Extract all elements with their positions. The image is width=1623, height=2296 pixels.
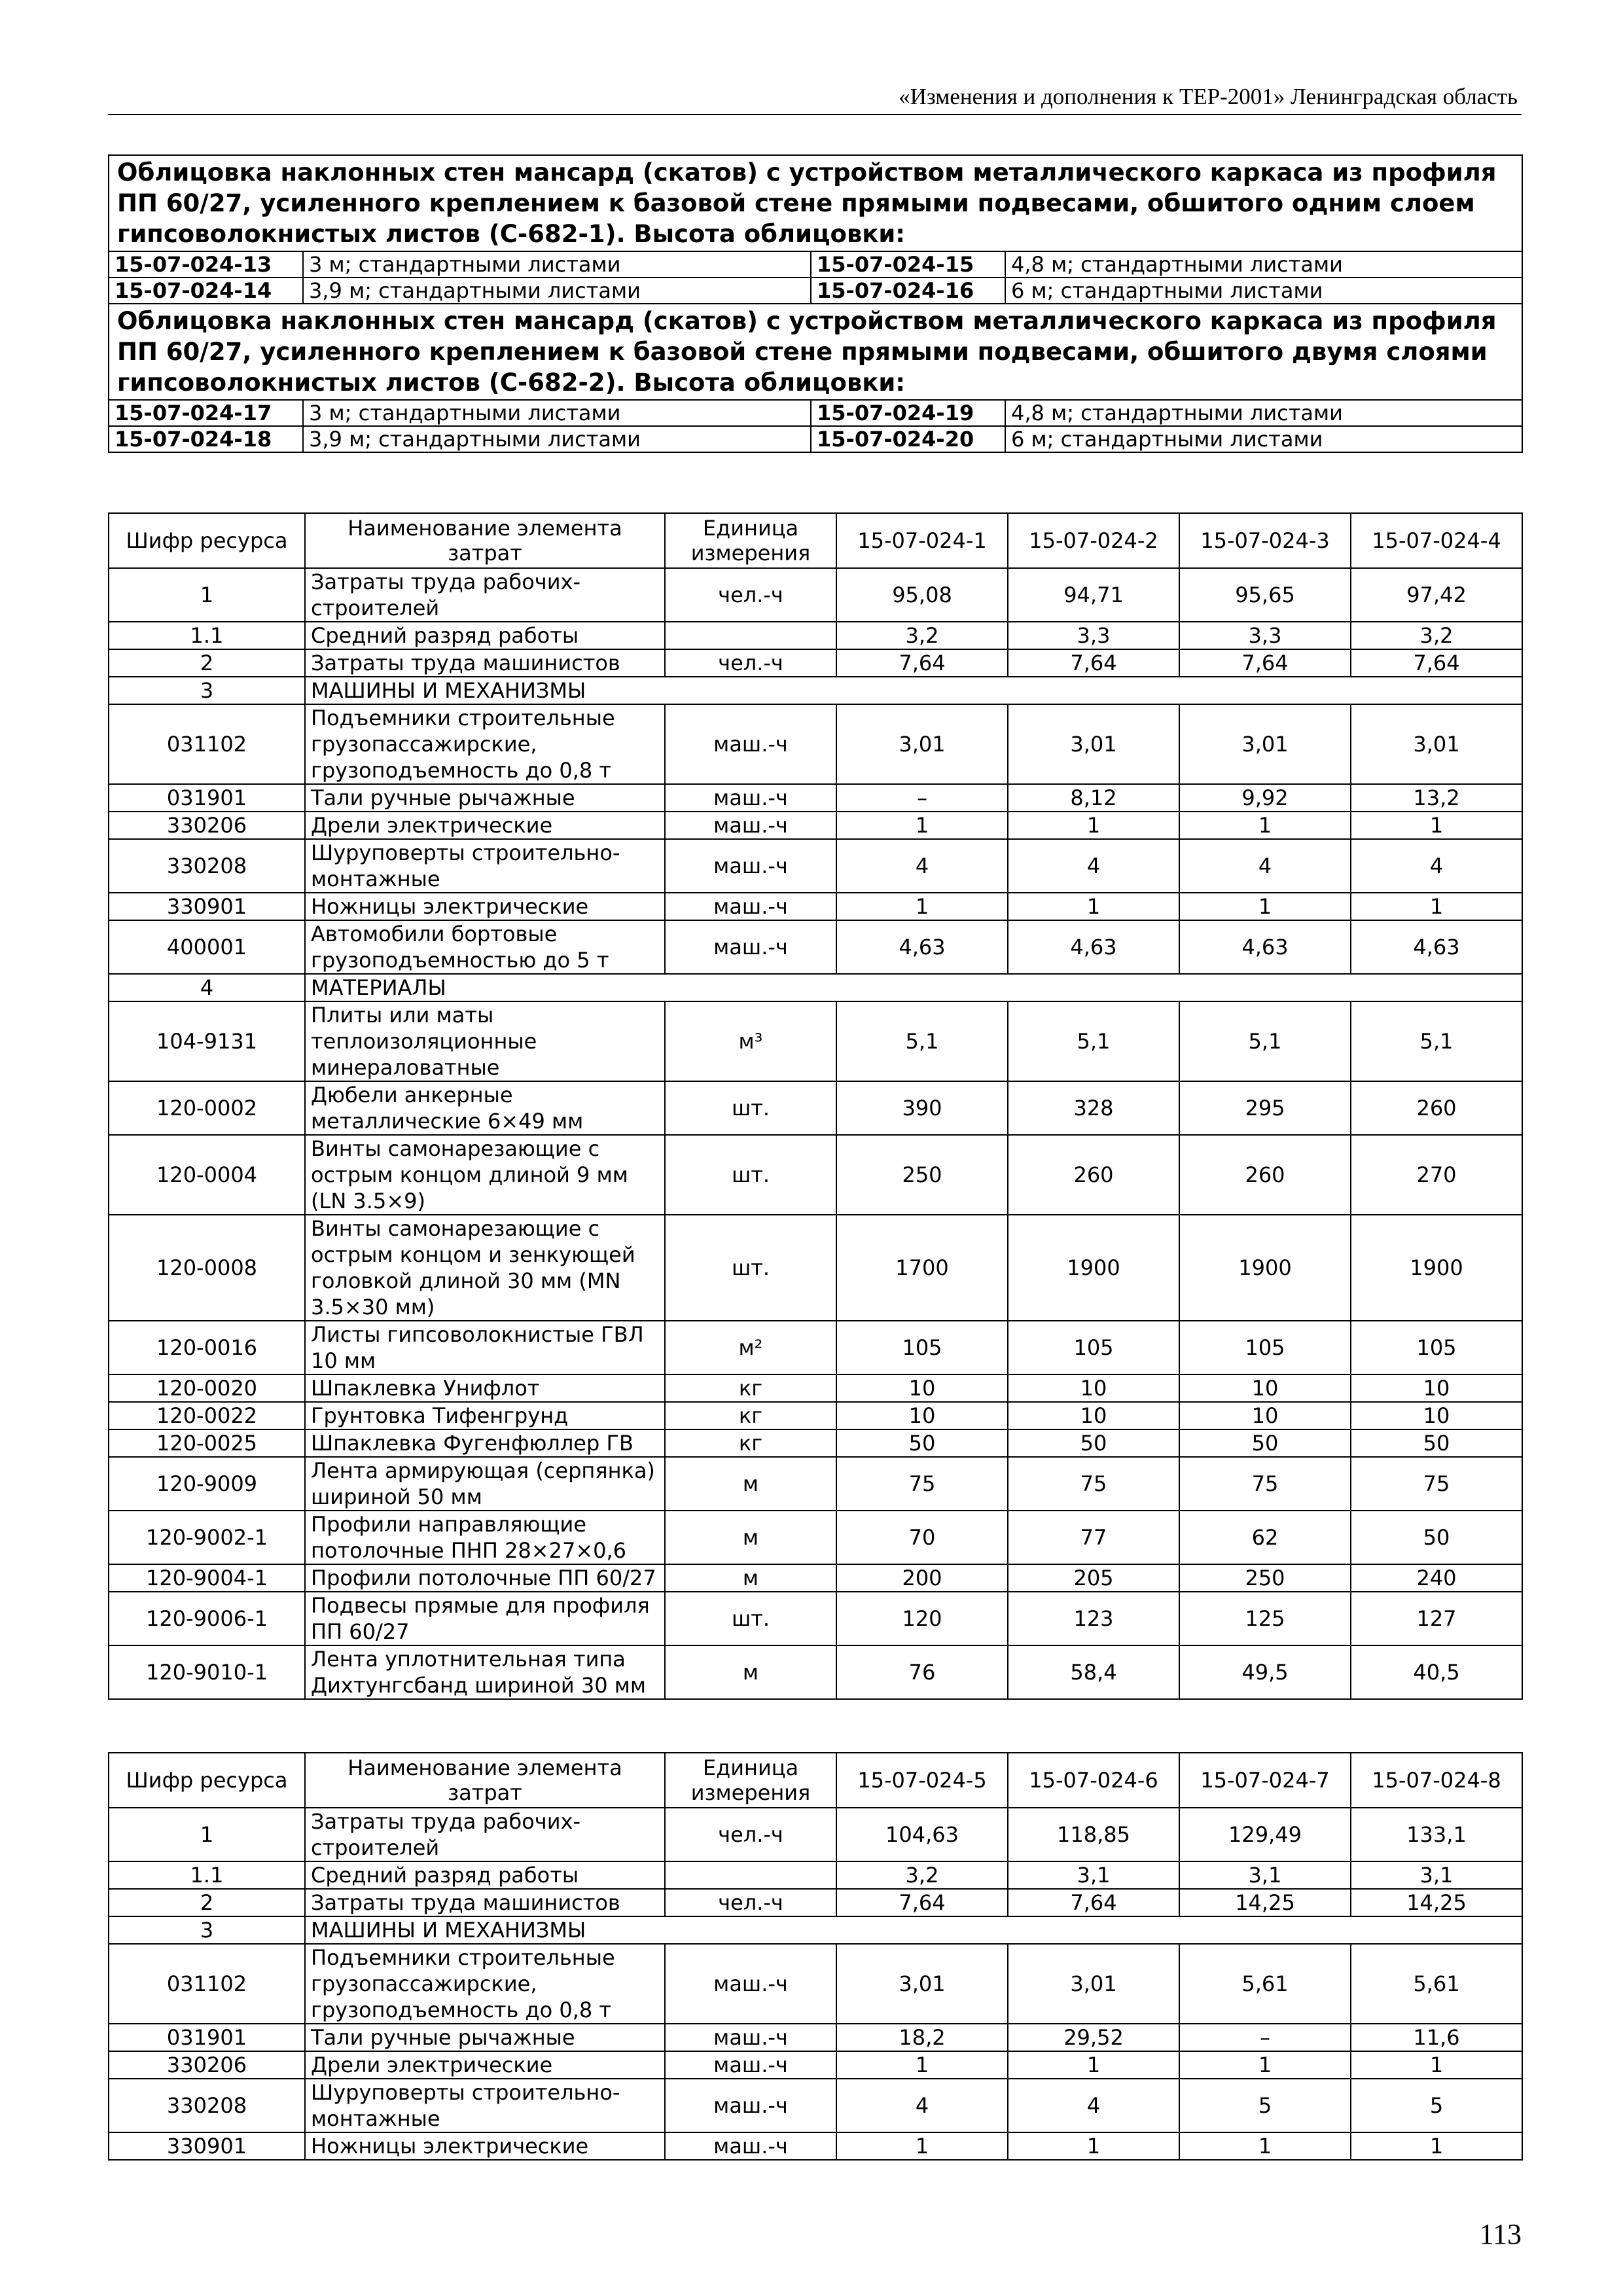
rate-value: 1 xyxy=(836,893,1008,920)
rate-value: 7,64 xyxy=(1008,649,1179,677)
cost-element-name: Подъемники строительные грузопассажирские, грузоподъемность до 0,8 т xyxy=(305,704,665,784)
rate-value: 5 xyxy=(1179,2079,1351,2132)
work-variant: 3 м; стандартными листами xyxy=(303,251,811,278)
rate-value: 14,25 xyxy=(1179,1889,1351,1916)
rate-value: 10 xyxy=(1008,1374,1179,1402)
unit: шт. xyxy=(665,1135,836,1215)
unit: маш.-ч xyxy=(665,2132,836,2160)
rate-value: 1900 xyxy=(1008,1215,1179,1321)
cost-element-name: Средний разряд работы xyxy=(305,622,665,649)
resource-code: 1.1 xyxy=(109,1861,305,1889)
rate-value: 1 xyxy=(1008,2051,1179,2079)
rate-value: 270 xyxy=(1351,1135,1522,1215)
rate-value: 58,4 xyxy=(1008,1645,1179,1699)
rate-value: 7,64 xyxy=(836,649,1008,677)
table-row xyxy=(109,2051,1522,2079)
rate-value: 1900 xyxy=(1351,1215,1522,1321)
resource-code: 120-0002 xyxy=(109,1081,305,1135)
rate-value: 3,1 xyxy=(1008,1861,1179,1889)
cost-element-name: Тали ручные рычажные xyxy=(305,784,665,812)
rate-value: 129,49 xyxy=(1179,1808,1351,1861)
cost-element-name: Грунтовка Тифенгрунд xyxy=(305,1402,665,1429)
col-header-rate-code: 15-07-024-2 xyxy=(1008,513,1179,568)
work-code: 15-07-024-16 xyxy=(811,278,1005,304)
resource-table-1 xyxy=(108,512,1523,1700)
resource-table-2 xyxy=(108,1752,1523,2161)
rate-value: 3,01 xyxy=(836,1944,1008,2024)
rate-value: 1 xyxy=(1351,2051,1522,2079)
cost-element-name: Шуруповерты строительно-монтажные xyxy=(305,2079,665,2132)
rate-value: 7,64 xyxy=(1179,649,1351,677)
unit: шт. xyxy=(665,1215,836,1321)
work-variant: 3 м; стандартными листами xyxy=(303,400,811,426)
table-row xyxy=(109,622,1522,649)
section-row xyxy=(109,974,1522,1001)
unit: маш.-ч xyxy=(665,2024,836,2051)
rate-value: 9,92 xyxy=(1179,784,1351,812)
table-row xyxy=(109,1592,1522,1645)
cost-element-name: Подъемники строительные грузопассажирские, грузоподъемность до 0,8 т xyxy=(305,1944,665,2024)
rate-value: 260 xyxy=(1179,1135,1351,1215)
unit: м xyxy=(665,1511,836,1564)
rate-value: 1 xyxy=(1008,2132,1179,2160)
cost-element-name: Винты самонарезающие с острым концом длиной 9 мм (LN 3.5×9) xyxy=(305,1135,665,1215)
table-row xyxy=(109,812,1522,839)
description-code-row xyxy=(109,251,1522,278)
unit: маш.-ч xyxy=(665,2051,836,2079)
rate-value: 3,2 xyxy=(1351,622,1522,649)
rate-value: – xyxy=(836,784,1008,812)
description-title-row xyxy=(109,155,1522,251)
resource-code: 120-0008 xyxy=(109,1215,305,1321)
work-code: 15-07-024-20 xyxy=(811,426,1005,452)
col-header-rate-code: 15-07-024-1 xyxy=(836,513,1008,568)
unit: маш.-ч xyxy=(665,704,836,784)
rate-value: 1 xyxy=(836,2051,1008,2079)
rate-value: 10 xyxy=(836,1402,1008,1429)
unit: маш.-ч xyxy=(665,2079,836,2132)
rate-value: 105 xyxy=(836,1321,1008,1374)
table-row xyxy=(109,2079,1522,2132)
rate-value: 3,01 xyxy=(836,704,1008,784)
rate-value: 75 xyxy=(1351,1457,1522,1511)
cost-element-name: Листы гипсоволокнистые ГВЛ 10 мм xyxy=(305,1321,665,1374)
rate-value: 29,52 xyxy=(1008,2024,1179,2051)
rate-value: 75 xyxy=(836,1457,1008,1511)
col-header-cost-element: Наименование элемента затрат xyxy=(305,1753,665,1808)
rate-value: 7,64 xyxy=(836,1889,1008,1916)
rate-value: 5,61 xyxy=(1351,1944,1522,2024)
rate-value: 105 xyxy=(1179,1321,1351,1374)
rate-value: 10 xyxy=(1179,1402,1351,1429)
resource-code: 4 xyxy=(109,974,305,1001)
unit: м² xyxy=(665,1321,836,1374)
unit xyxy=(665,1861,836,1889)
unit: маш.-ч xyxy=(665,1944,836,2024)
resource-code: 3 xyxy=(109,1916,305,1944)
description-code-row xyxy=(109,278,1522,304)
rate-value: 75 xyxy=(1179,1457,1351,1511)
table-row xyxy=(109,1321,1522,1374)
rate-value: 50 xyxy=(1351,1511,1522,1564)
rate-value: 205 xyxy=(1008,1564,1179,1592)
resource-code: 120-9009 xyxy=(109,1457,305,1511)
resource-code: 120-9002-1 xyxy=(109,1511,305,1564)
table-row xyxy=(109,1429,1522,1457)
table-row xyxy=(109,839,1522,893)
section-row xyxy=(109,677,1522,704)
resource-code: 120-0004 xyxy=(109,1135,305,1215)
resource-code: 031102 xyxy=(109,704,305,784)
rate-value: 240 xyxy=(1351,1564,1522,1592)
rate-value: 1 xyxy=(1179,893,1351,920)
rate-value: 3,1 xyxy=(1179,1861,1351,1889)
cost-element-name: Средний разряд работы xyxy=(305,1861,665,1889)
rate-value: 14,25 xyxy=(1351,1889,1522,1916)
rate-value: 250 xyxy=(836,1135,1008,1215)
table-row xyxy=(109,2024,1522,2051)
rate-value: 4 xyxy=(1179,839,1351,893)
unit: чел.-ч xyxy=(665,649,836,677)
col-header-resource-code: Шифр ресурса xyxy=(109,513,305,568)
rate-value: 50 xyxy=(1351,1429,1522,1457)
rate-value: 1900 xyxy=(1179,1215,1351,1321)
resource-code: 1.1 xyxy=(109,622,305,649)
description-code-row xyxy=(109,400,1522,426)
unit: м³ xyxy=(665,1001,836,1081)
rate-value: 4 xyxy=(1351,839,1522,893)
description-title: Облицовка наклонных стен мансард (скатов) с устройством металлического каркаса из профиля ПП 60/27, усиленного креплением к базовой стене прямыми подвесами, обшитого одним слоем гипсоволокнистых листов (С-682-1). Высота облицовки: xyxy=(109,155,1522,251)
cost-element-name: Затраты труда машинистов xyxy=(305,1889,665,1916)
rate-value: 118,85 xyxy=(1008,1808,1179,1861)
work-code: 15-07-024-15 xyxy=(811,251,1005,278)
rate-value: 62 xyxy=(1179,1511,1351,1564)
resource-code: 400001 xyxy=(109,920,305,974)
resource-code: 120-0025 xyxy=(109,1429,305,1457)
cost-element-name: Шуруповерты строительно-монтажные xyxy=(305,839,665,893)
cost-element-name: Затраты труда машинистов xyxy=(305,649,665,677)
work-description-table xyxy=(108,154,1523,453)
resource-code: 330208 xyxy=(109,839,305,893)
table-row xyxy=(109,893,1522,920)
rate-value: 50 xyxy=(836,1429,1008,1457)
rate-value: 10 xyxy=(1351,1374,1522,1402)
table-row xyxy=(109,920,1522,974)
rate-value: 5,1 xyxy=(1351,1001,1522,1081)
rate-value: 5 xyxy=(1351,2079,1522,2132)
unit: чел.-ч xyxy=(665,1808,836,1861)
section-title: МАШИНЫ И МЕХАНИЗМЫ xyxy=(305,1916,1522,1944)
rate-value: 3,01 xyxy=(1179,704,1351,784)
cost-element-name: Профили направляющие потолочные ПНП 28×27×0,6 xyxy=(305,1511,665,1564)
resource-code: 031901 xyxy=(109,2024,305,2051)
rate-value: 77 xyxy=(1008,1511,1179,1564)
rate-value: 3,3 xyxy=(1008,622,1179,649)
resource-code: 1 xyxy=(109,1808,305,1861)
unit: кг xyxy=(665,1374,836,1402)
rate-value: 250 xyxy=(1179,1564,1351,1592)
cost-element-name: Ножницы электрические xyxy=(305,893,665,920)
cost-element-name: Дрели электрические xyxy=(305,2051,665,2079)
cost-element-name: Автомобили бортовые грузоподъемностью до 5 т xyxy=(305,920,665,974)
work-variant: 4,8 м; стандартными листами xyxy=(1005,400,1522,426)
work-code: 15-07-024-18 xyxy=(109,426,303,452)
table-row xyxy=(109,1374,1522,1402)
col-header-rate-code: 15-07-024-4 xyxy=(1351,513,1522,568)
rate-value: 123 xyxy=(1008,1592,1179,1645)
rate-value: 1 xyxy=(836,2132,1008,2160)
col-header-rate-code: 15-07-024-7 xyxy=(1179,1753,1351,1808)
unit: маш.-ч xyxy=(665,784,836,812)
table-row xyxy=(109,704,1522,784)
resource-code: 120-9004-1 xyxy=(109,1564,305,1592)
unit: маш.-ч xyxy=(665,839,836,893)
table-row xyxy=(109,1081,1522,1135)
rate-value: 1 xyxy=(836,812,1008,839)
rate-value: 11,6 xyxy=(1351,2024,1522,2051)
rate-value: 1 xyxy=(1008,812,1179,839)
rate-value: 3,1 xyxy=(1351,1861,1522,1889)
rate-value: 125 xyxy=(1179,1592,1351,1645)
cost-element-name: Затраты труда рабочих-строителей xyxy=(305,568,665,622)
cost-element-name: Дюбели анкерные металлические 6×49 мм xyxy=(305,1081,665,1135)
work-variant: 3,9 м; стандартными листами xyxy=(303,278,811,304)
col-header-cost-element: Наименование элемента затрат xyxy=(305,513,665,568)
rate-value: 390 xyxy=(836,1081,1008,1135)
rate-value: 5,1 xyxy=(1179,1001,1351,1081)
work-code: 15-07-024-13 xyxy=(109,251,303,278)
unit: маш.-ч xyxy=(665,893,836,920)
unit: маш.-ч xyxy=(665,920,836,974)
resource-code: 3 xyxy=(109,677,305,704)
rate-value: 295 xyxy=(1179,1081,1351,1135)
rate-value: 120 xyxy=(836,1592,1008,1645)
resource-code: 2 xyxy=(109,1889,305,1916)
resource-code: 330208 xyxy=(109,2079,305,2132)
rate-value: 5,61 xyxy=(1179,1944,1351,2024)
col-header-rate-code: 15-07-024-5 xyxy=(836,1753,1008,1808)
rate-value: 4 xyxy=(1008,2079,1179,2132)
rate-value: 4,63 xyxy=(836,920,1008,974)
unit: м xyxy=(665,1457,836,1511)
table-row xyxy=(109,2132,1522,2160)
table-header-row xyxy=(109,513,1522,568)
col-header-resource-code: Шифр ресурса xyxy=(109,1753,305,1808)
rate-value: 18,2 xyxy=(836,2024,1008,2051)
rate-value: 10 xyxy=(1351,1402,1522,1429)
unit: маш.-ч xyxy=(665,812,836,839)
rate-value: 260 xyxy=(1008,1135,1179,1215)
table-row xyxy=(109,1564,1522,1592)
rate-value: 4,63 xyxy=(1008,920,1179,974)
resource-code: 330206 xyxy=(109,2051,305,2079)
rate-value: 95,08 xyxy=(836,568,1008,622)
table-row xyxy=(109,1511,1522,1564)
cost-element-name: Винты самонарезающие с острым концом и зенкующей головкой длиной 30 мм (MN 3.5×30 мм) xyxy=(305,1215,665,1321)
cost-element-name: Ножницы электрические xyxy=(305,2132,665,2160)
running-header-text: «Изменения и дополнения к ТЕР-2001» Ленинградская область xyxy=(899,84,1518,109)
section-title: МАТЕРИАЛЫ xyxy=(305,974,1522,1001)
col-header-unit: Единица измерения xyxy=(665,513,836,568)
page-number: 113 xyxy=(1479,2218,1522,2250)
cost-element-name: Шпаклевка Унифлот xyxy=(305,1374,665,1402)
running-header xyxy=(108,80,1522,115)
unit: чел.-ч xyxy=(665,568,836,622)
resource-code: 120-0022 xyxy=(109,1402,305,1429)
unit: чел.-ч xyxy=(665,1889,836,1916)
rate-value: 4 xyxy=(836,839,1008,893)
table-row xyxy=(109,1944,1522,2024)
resource-code: 2 xyxy=(109,649,305,677)
rate-value: – xyxy=(1179,2024,1351,2051)
rate-value: 1700 xyxy=(836,1215,1008,1321)
description-title: Облицовка наклонных стен мансард (скатов) с устройством металлического каркаса из профиля ПП 60/27, усиленного креплением к базовой стене прямыми подвесами, обшитого двумя слоями гипсоволокнистых листов (С-682-2). Высота облицовки: xyxy=(109,304,1522,400)
rate-value: 1 xyxy=(1351,893,1522,920)
rate-value: 4 xyxy=(1008,839,1179,893)
work-code: 15-07-024-14 xyxy=(109,278,303,304)
rate-value: 50 xyxy=(1179,1429,1351,1457)
unit: м xyxy=(665,1645,836,1699)
work-code: 15-07-024-17 xyxy=(109,400,303,426)
rate-value: 40,5 xyxy=(1351,1645,1522,1699)
rate-value: 13,2 xyxy=(1351,784,1522,812)
rate-value: 1 xyxy=(1179,2051,1351,2079)
work-code: 15-07-024-19 xyxy=(811,400,1005,426)
rate-value: 97,42 xyxy=(1351,568,1522,622)
resource-code: 104-9131 xyxy=(109,1001,305,1081)
rate-value: 127 xyxy=(1351,1592,1522,1645)
rate-value: 7,64 xyxy=(1351,649,1522,677)
rate-value: 260 xyxy=(1351,1081,1522,1135)
rate-value: 76 xyxy=(836,1645,1008,1699)
resource-code: 120-0020 xyxy=(109,1374,305,1402)
rate-value: 1 xyxy=(1179,812,1351,839)
resource-code: 1 xyxy=(109,568,305,622)
table-header-row xyxy=(109,1753,1522,1808)
cost-element-name: Затраты труда рабочих-строителей xyxy=(305,1808,665,1861)
work-variant: 6 м; стандартными листами xyxy=(1005,278,1522,304)
unit: м xyxy=(665,1564,836,1592)
col-header-rate-code: 15-07-024-3 xyxy=(1179,513,1351,568)
rate-value: 4 xyxy=(836,2079,1008,2132)
section-row xyxy=(109,1916,1522,1944)
resource-code: 031102 xyxy=(109,1944,305,2024)
cost-element-name: Подвесы прямые для профиля ПП 60/27 xyxy=(305,1592,665,1645)
cost-element-name: Плиты или маты теплоизоляционные минераловатные xyxy=(305,1001,665,1081)
rate-value: 10 xyxy=(1179,1374,1351,1402)
rate-value: 70 xyxy=(836,1511,1008,1564)
rate-value: 7,64 xyxy=(1008,1889,1179,1916)
rate-value: 5,1 xyxy=(1008,1001,1179,1081)
rate-value: 133,1 xyxy=(1351,1808,1522,1861)
table-row xyxy=(109,568,1522,622)
col-header-rate-code: 15-07-024-6 xyxy=(1008,1753,1179,1808)
unit xyxy=(665,622,836,649)
rate-value: 95,65 xyxy=(1179,568,1351,622)
col-header-rate-code: 15-07-024-8 xyxy=(1351,1753,1522,1808)
rate-value: 200 xyxy=(836,1564,1008,1592)
resource-code: 120-9010-1 xyxy=(109,1645,305,1699)
rate-value: 3,2 xyxy=(836,1861,1008,1889)
unit: шт. xyxy=(665,1081,836,1135)
cost-element-name: Лента армирующая (серпянка) шириной 50 мм xyxy=(305,1457,665,1511)
col-header-unit: Единица измерения xyxy=(665,1753,836,1808)
work-variant: 3,9 м; стандартными листами xyxy=(303,426,811,452)
resource-code: 330901 xyxy=(109,893,305,920)
table-row xyxy=(109,1135,1522,1215)
resource-code: 120-9006-1 xyxy=(109,1592,305,1645)
work-variant: 6 м; стандартными листами xyxy=(1005,426,1522,452)
resource-code: 031901 xyxy=(109,784,305,812)
table-row xyxy=(109,1215,1522,1321)
cost-element-name: Дрели электрические xyxy=(305,812,665,839)
resource-code: 330901 xyxy=(109,2132,305,2160)
rate-value: 8,12 xyxy=(1008,784,1179,812)
rate-value: 3,2 xyxy=(836,622,1008,649)
work-variant: 4,8 м; стандартными листами xyxy=(1005,251,1522,278)
unit: кг xyxy=(665,1402,836,1429)
table-row xyxy=(109,1457,1522,1511)
table-row xyxy=(109,649,1522,677)
resource-code: 330206 xyxy=(109,812,305,839)
resource-code: 120-0016 xyxy=(109,1321,305,1374)
rate-value: 1 xyxy=(1351,2132,1522,2160)
cost-element-name: Профили потолочные ПП 60/27 xyxy=(305,1564,665,1592)
table-row xyxy=(109,1808,1522,1861)
rate-value: 105 xyxy=(1008,1321,1179,1374)
rate-value: 5,1 xyxy=(836,1001,1008,1081)
rate-value: 1 xyxy=(1008,893,1179,920)
rate-value: 104,63 xyxy=(836,1808,1008,1861)
table-row xyxy=(109,1861,1522,1889)
cost-element-name: Лента уплотнительная типа Дихтунгсбанд шириной 30 мм xyxy=(305,1645,665,1699)
rate-value: 94,71 xyxy=(1008,568,1179,622)
table-row xyxy=(109,1645,1522,1699)
section-title: МАШИНЫ И МЕХАНИЗМЫ xyxy=(305,677,1522,704)
unit: шт. xyxy=(665,1592,836,1645)
rate-value: 105 xyxy=(1351,1321,1522,1374)
rate-value: 328 xyxy=(1008,1081,1179,1135)
rate-value: 3,01 xyxy=(1008,704,1179,784)
rate-value: 10 xyxy=(1008,1402,1179,1429)
table-row xyxy=(109,1001,1522,1081)
rate-value: 1 xyxy=(1351,812,1522,839)
rate-value: 49,5 xyxy=(1179,1645,1351,1699)
rate-value: 3,01 xyxy=(1351,704,1522,784)
rate-value: 50 xyxy=(1008,1429,1179,1457)
cost-element-name: Шпаклевка Фугенфюллер ГВ xyxy=(305,1429,665,1457)
rate-value: 4,63 xyxy=(1179,920,1351,974)
table-row xyxy=(109,784,1522,812)
rate-value: 75 xyxy=(1008,1457,1179,1511)
unit: кг xyxy=(665,1429,836,1457)
description-title-row xyxy=(109,304,1522,400)
rate-value: 10 xyxy=(836,1374,1008,1402)
table-row xyxy=(109,1402,1522,1429)
table-row xyxy=(109,1889,1522,1916)
rate-value: 3,3 xyxy=(1179,622,1351,649)
rate-value: 4,63 xyxy=(1351,920,1522,974)
description-code-row xyxy=(109,426,1522,452)
rate-value: 1 xyxy=(1179,2132,1351,2160)
rate-value: 3,01 xyxy=(1008,1944,1179,2024)
cost-element-name: Тали ручные рычажные xyxy=(305,2024,665,2051)
